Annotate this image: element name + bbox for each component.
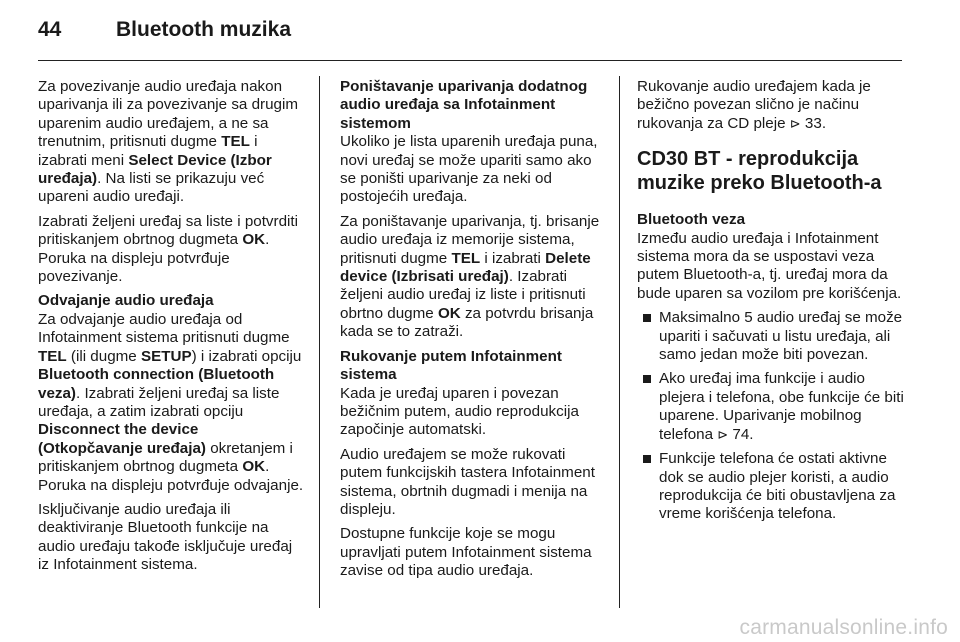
header-rule [38,60,902,61]
subheading: Poništavanje uparivanja dodatnog audio uređaja sa Infotainment sistemom [340,78,588,132]
watermark: carmanualsonline.info [739,616,948,639]
page-number: 44 [38,18,62,41]
page-title: Bluetooth muzika [116,18,292,41]
paragraph: Za povezivanje audio uređaja nakon uparivanja ili za povezivanje sa drugim uparenim audio uređajem, a ne sa trenutnim, pritisnuti dugme TEL i izabrati meni Select Device (Izbor uređaja). Na listi se prikazuju već upareni audio uređaji. [38,78,299,206]
paragraph: Audio uređajem se može rukovati putem funkcijskih tastera Infotainment sistema, obrtnih dugmadi i menija na displeju. [340,445,595,518]
subheading: Bluetooth veza [637,211,746,229]
column-divider-2 [619,76,620,608]
page-header [38,18,291,48]
paragraph: Za odvajanje audio uređaja od Infotainment sistema pritisnuti dugme TEL (ili dugme SETUP) i izabrati opciju Bluetooth connection (Bluetooth veza). Izabrati željeni uređaj sa liste uređaja, a zatim izabrati opciju Disconnect the device (Otkopčavanje uređaja) okretanjem i pritiskanjem obrtnog dugmeta OK. Poruka na displeju potvrđuje odvajanje. [38,310,304,494]
list-item: Maksimalno 5 audio uređaj se može upariti i sačuvati u listu uređaja, ali samo jedan može biti povezan. [637,309,905,364]
column-1 [38,78,306,581]
paragraph: Između audio uređaja i Infotainment sistema mora da se uspostavi veza putem Bluetooth-a, tj. uređaj mora da bude uparen sa vozilom pre korišćenja. [637,229,902,302]
page-reference-icon: ⊳ [717,426,729,442]
bullet-square-icon [643,314,651,322]
bullet-list [637,309,905,523]
paragraph: Kada je uređaj uparen i povezan bežičnim putem, audio reprodukcija započinje automatski. [340,384,579,439]
paragraph: Izabrati željeni uređaj sa liste i potvrditi pritiskanjem obrtnog dugmeta OK. Poruka na displeju potvrđuje povezivanje. [38,212,298,286]
paragraph: Dostupne funkcije koje se mogu upravljati putem Infotainment sistema zavise od tipa audio uređaja. [340,525,592,580]
column-3 [637,78,905,530]
page-reference-icon: ⊳ [789,115,801,131]
bullet-square-icon [643,375,651,383]
list-item: Ako uređaj ima funkcije i audio plejera i telefona, obe funkcije će biti uparene. Uparivanje mobilnog telefona ⊳ 74. [637,370,905,444]
subheading: Rukovanje putem Infotainment sistema [340,347,562,384]
paragraph: Rukovanje audio uređajem kada je bežično povezan slično je načinu rukovanja za CD pleje ⊳ 33. [637,78,871,132]
column-2 [340,78,608,587]
subheading: Odvajanje audio uređaja [38,292,214,310]
bullet-square-icon [643,455,651,463]
column-divider-1 [319,76,320,608]
paragraph: Za poništavanje uparivanja, tj. brisanje audio uređaja iz memorije sistema, pritisnuti dugme TEL i izabrati Delete device (Izbrisati uređaj). Izabrati željeni audio uređaj iz liste i pritisnuti obrtno dugme OK za potvrdu brisanja kada se to zatraži. [340,212,600,341]
list-item: Funkcije telefona će ostati aktivne dok se audio plejer koristi, a audio reprodukcija će biti obustavljena za vreme korišćenja telefona. [637,450,905,524]
paragraph: Ukoliko je lista uparenih uređaja puna, novi uređaj se može upariti samo ako se poništi uparivanje za neki od postojećih uređaja. [340,133,598,206]
section-heading: CD30 BT - reprodukcija muzike preko Bluetooth-a [637,148,882,195]
paragraph: Isključivanje audio uređaja ili deaktiviranje Bluetooth funkcije na audio uređaju takođe isključuje uređaj iz Infotainment sistema. [38,500,293,574]
